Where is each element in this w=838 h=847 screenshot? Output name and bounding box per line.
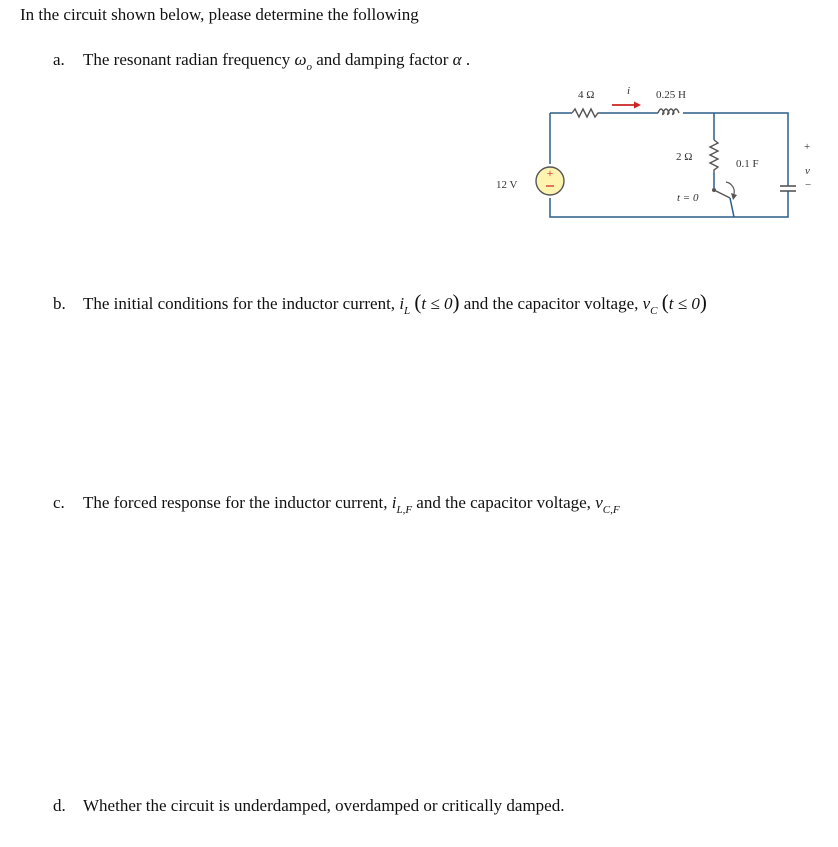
- question-a-text-1: The resonant radian frequency: [83, 50, 291, 69]
- vc-subscript: C: [650, 305, 658, 317]
- question-a-label: a.: [53, 50, 65, 69]
- question-d: [53, 796, 564, 816]
- vcf-symbol: v: [595, 493, 603, 512]
- omega-subscript: o: [306, 61, 312, 73]
- question-a-text-2: and damping factor: [316, 50, 449, 69]
- current-arrow-head: [634, 102, 641, 109]
- cap-voltage-plus: +: [804, 141, 811, 153]
- question-c-label: c.: [53, 493, 65, 512]
- question-b-text-1: The initial conditions for the inductor current,: [83, 294, 396, 313]
- il-subscript: L: [404, 305, 411, 317]
- ilf-subscript: L,F: [396, 504, 413, 516]
- source-label: 12 V: [496, 179, 518, 191]
- omega-symbol: ω: [294, 50, 307, 69]
- source-plus-sign: +: [546, 166, 554, 180]
- inductor-coil: [658, 109, 679, 115]
- resistor-4-ohm-label: 4 Ω: [578, 89, 595, 101]
- question-d-text: Whether the circuit is underdamped, overdamped or critically damped.: [83, 796, 565, 815]
- question-c: [53, 493, 620, 515]
- alpha-symbol: α: [452, 50, 462, 69]
- vcf-subscript: C,F: [602, 504, 620, 516]
- question-b-label: b.: [53, 294, 66, 313]
- vc-condition: t ≤ 0: [668, 294, 700, 313]
- il-condition: t ≤ 0: [421, 294, 453, 313]
- question-c-text-2: and the capacitor voltage,: [416, 493, 591, 512]
- wire-top-right: [683, 113, 788, 186]
- current-label: i: [627, 85, 631, 97]
- resistor-2-ohm: [710, 140, 718, 173]
- capacitor-label: 0.1 F: [736, 158, 759, 170]
- resistor-2-ohm-label: 2 Ω: [676, 151, 693, 163]
- il-symbol: i: [399, 294, 405, 313]
- question-b-text-2: and the capacitor voltage,: [463, 294, 639, 313]
- ilf-symbol: i: [391, 493, 397, 512]
- wire-bottom: [550, 198, 788, 217]
- cap-voltage-minus: −: [805, 179, 812, 191]
- intro-text: In the circuit shown below, please determine the following: [20, 5, 419, 24]
- question-b: b. The initial conditions for the inductor current, $i_L$ (t ≤ 0) and the capacitor voltage, $v_C$ (t ≤ 0): [53, 290, 707, 317]
- question-d-label: d.: [53, 796, 66, 815]
- cap-voltage-label: v: [805, 165, 810, 177]
- wire-branch-bottom: [730, 198, 734, 217]
- circuit-diagram: [480, 78, 820, 228]
- inductor-label: 0.25 H: [656, 89, 686, 101]
- switch-arc: [726, 182, 734, 194]
- resistor-4-ohm: [572, 109, 600, 117]
- switch-label: t = 0: [677, 192, 699, 204]
- switch-arrow-icon: [731, 193, 737, 200]
- question-a: [53, 50, 470, 72]
- vc-symbol: v: [642, 294, 651, 313]
- question-a-end: .: [465, 50, 471, 69]
- switch-blade: [714, 190, 730, 198]
- question-c-text-1: The forced response for the inductor current,: [83, 493, 388, 512]
